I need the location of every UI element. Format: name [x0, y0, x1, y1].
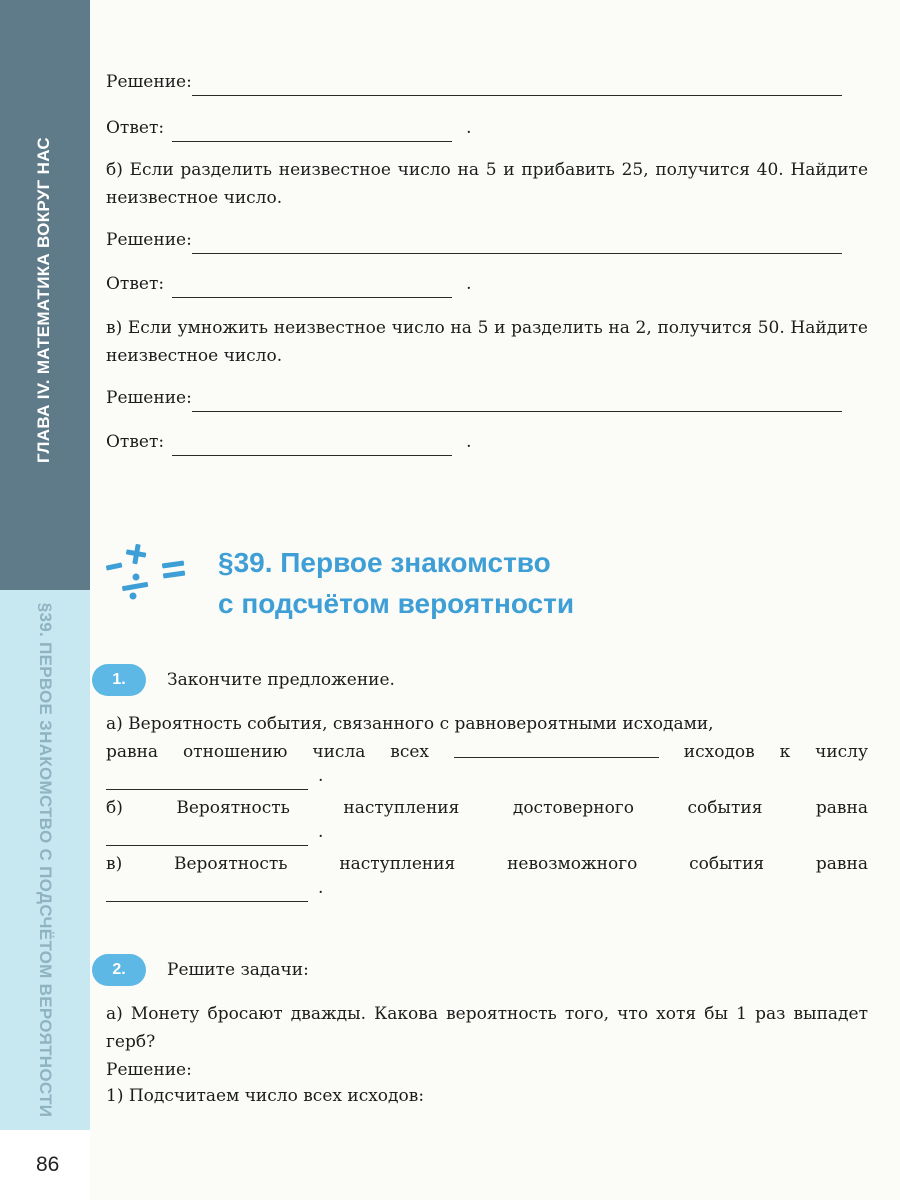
answer-blank-b[interactable] [172, 278, 452, 298]
section-vertical-title: §39. ПЕРВОЕ ЗНАКОМСТВО С ПОДСЧЁТОМ ВЕРОЯТНОСТИ [36, 602, 55, 1118]
answer-label: Ответ: [106, 432, 165, 452]
task1-v-answer [106, 874, 323, 902]
word: невозможного [507, 854, 638, 874]
word: события [689, 854, 765, 874]
word: события [687, 798, 763, 818]
task2-label: Решите задачи: [167, 960, 309, 980]
answer-row-v [106, 428, 472, 456]
task1-b-blank[interactable] [106, 826, 308, 846]
word: равна [815, 798, 868, 818]
solution-blank-b[interactable] [192, 234, 842, 254]
problem-b-text: б) Если разделить неизвестное число на 5 и прибавить 25, получится 40. Найдите неизвестное число. [106, 160, 868, 208]
word: в) [106, 854, 123, 874]
answer-label: Ответ: [106, 118, 165, 138]
answer-blank-a[interactable] [172, 122, 452, 142]
answer-row-b [106, 270, 472, 298]
word: числу [815, 742, 868, 762]
word: наступления [339, 854, 456, 874]
answer-period: . [466, 432, 472, 452]
word: б) [106, 798, 123, 818]
word: равна [106, 742, 159, 762]
answer-period: . [466, 118, 472, 138]
word: Вероятность [176, 798, 290, 818]
solution-row-b [106, 226, 842, 254]
task2-solution-label: Решение: [106, 1060, 192, 1080]
word: всех [390, 742, 430, 762]
word: к [779, 742, 791, 762]
word: достоверного [512, 798, 634, 818]
solution-blank-a[interactable] [192, 76, 842, 96]
task1-a-blank2[interactable] [106, 770, 308, 790]
problem-v-text: в) Если умножить неизвестное число на 5 и разделить на 2, получится 50. Найдите неизвестное число. [106, 318, 868, 366]
solution-blank-v[interactable] [192, 392, 842, 412]
task2-badge: 2. [92, 954, 146, 986]
word: числа [312, 742, 366, 762]
section-title [218, 542, 574, 624]
chapter-sidebar [0, 0, 90, 1200]
answer-label: Ответ: [106, 274, 165, 294]
word: отношению [182, 742, 288, 762]
task1-a-blank1[interactable] [454, 738, 659, 758]
solution-label: Решение: [106, 388, 192, 408]
solution-row-a [106, 68, 842, 96]
page-number: 86 [36, 1153, 60, 1176]
word: исходов [683, 742, 755, 762]
word: наступления [343, 798, 460, 818]
task2-a-text: а) Монету бросают дважды. Какова вероятность того, что хотя бы 1 раз выпадет герб? [106, 1004, 868, 1052]
chapter-title: ГЛАВА IV. МАТЕМАТИКА ВОКРУГ НАС [34, 137, 53, 463]
word: равна [815, 854, 868, 874]
period: . [318, 822, 324, 842]
math-operations-icon [100, 538, 200, 614]
period: . [318, 766, 324, 786]
task1-b-answer [106, 818, 323, 846]
task1-a-line1: а) Вероятность события, связанного с равновероятными исходами, [106, 714, 714, 734]
solution-label: Решение: [106, 72, 192, 92]
word: Вероятность [173, 854, 288, 874]
answer-row-a [106, 114, 472, 142]
section-title-line1: §39. Первое знакомство [218, 547, 551, 578]
task1-v-blank[interactable] [106, 882, 308, 902]
task1-label: Закончите предложение. [167, 670, 395, 690]
period: . [318, 878, 324, 898]
section-title-line2: с подсчётом вероятности [218, 588, 575, 619]
solution-label: Решение: [106, 230, 192, 250]
task1-badge: 1. [92, 664, 146, 696]
solution-row-v [106, 384, 842, 412]
answer-period: . [466, 274, 472, 294]
answer-blank-v[interactable] [172, 436, 452, 456]
task2-step1: 1) Подсчитаем число всех исходов: [106, 1086, 425, 1106]
task1-a-line3 [106, 762, 323, 790]
